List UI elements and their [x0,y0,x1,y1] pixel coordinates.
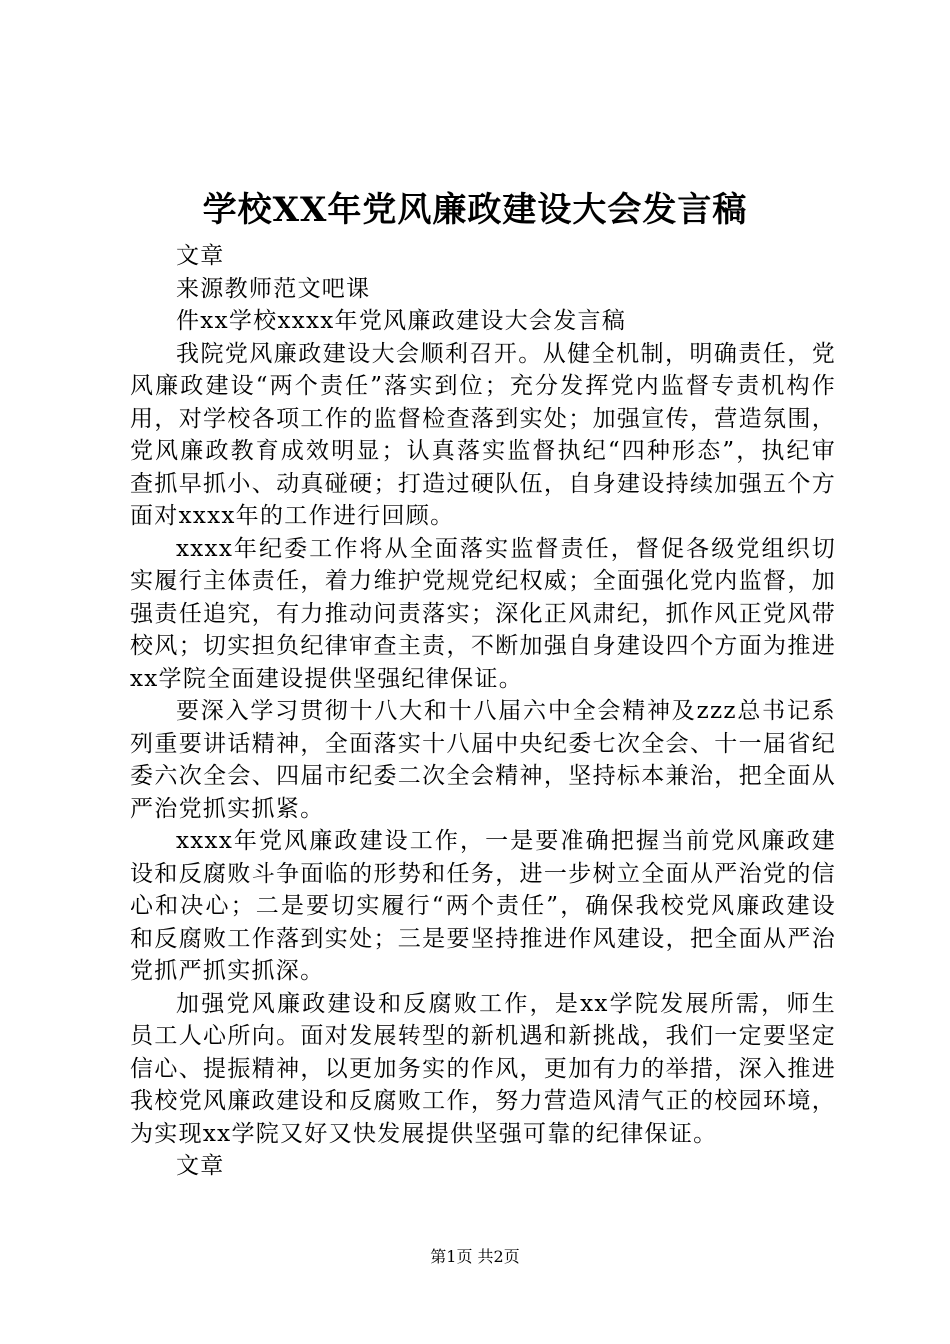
paragraph-study-spirit: 要深入学习贯彻十八大和十八届六中全会精神及zzz总书记系列重要讲话精神，全面落实十八届中央纪委七次全会、十一届省纪委六次全会、四届市纪委二次全会精神，坚持标本兼治，把全面从严治党抓实抓紧。 [130,698,836,822]
intro-line-source-3: 件xx学校xxxx年党风廉政建设大会发言稿 [176,308,627,334]
document-body [130,240,836,1183]
intro-line-source-1: 文章 [176,243,225,269]
closing-line: 文章 [176,1153,225,1179]
document-title: 学校XX年党风廉政建设大会发言稿 [202,190,748,230]
page-number-footer: 第1页 共2页 [430,1247,520,1266]
paragraph-building-work: xxxx年党风廉政建设工作，一是要准确把握当前党风廉政建设和反腐败斗争面临的形势和任务，进一步树立全面从严治党的信心和决心；二是要切实履行“两个责任”，确保我校党风廉政建设和反腐败工作落到实处；三是要坚持推进作风建设，把全面从严治党抓严抓实抓深。 [130,828,836,984]
paragraph-review: 我院党风廉政建设大会顺利召开。从健全机制，明确责任，党风廉政建设“两个责任”落实到位；充分发挥党内监督专责机构作用，对学校各项工作的监督检查落到实处；加强宣传，营造氛围，党风廉政教育成效明显；认真落实监督执纪“四种形态”，执纪审查抓早抓小、动真碰硬；打造过硬队伍，自身建设持续加强五个方面对xxxx年的工作进行回顾。 [130,340,836,529]
paragraph-strengthen: 加强党风廉政建设和反腐败工作，是xx学院发展所需，师生员工人心所向。面对发展转型的新机遇和新挑战，我们一定要坚定信心、提振精神，以更加务实的作风，更加有力的举措，深入推进我校党风廉政建设和反腐败工作，努力营造风清气正的校园环境，为实现xx学院又好又快发展提供坚强可靠的纪律保证。 [130,990,836,1147]
paragraph-commission-work: xxxx年纪委工作将从全面落实监督责任，督促各级党组织切实履行主体责任，着力维护党规党纪权威；全面强化党内监督，加强责任追究，有力推动问责落实；深化正风肃纪，抓作风正党风带校风；切实担负纪律审查主责，不断加强自身建设四个方面为推进xx学院全面建设提供坚强纪律保证。 [130,535,836,692]
intro-line-source-2: 来源教师范文吧课 [176,275,371,302]
